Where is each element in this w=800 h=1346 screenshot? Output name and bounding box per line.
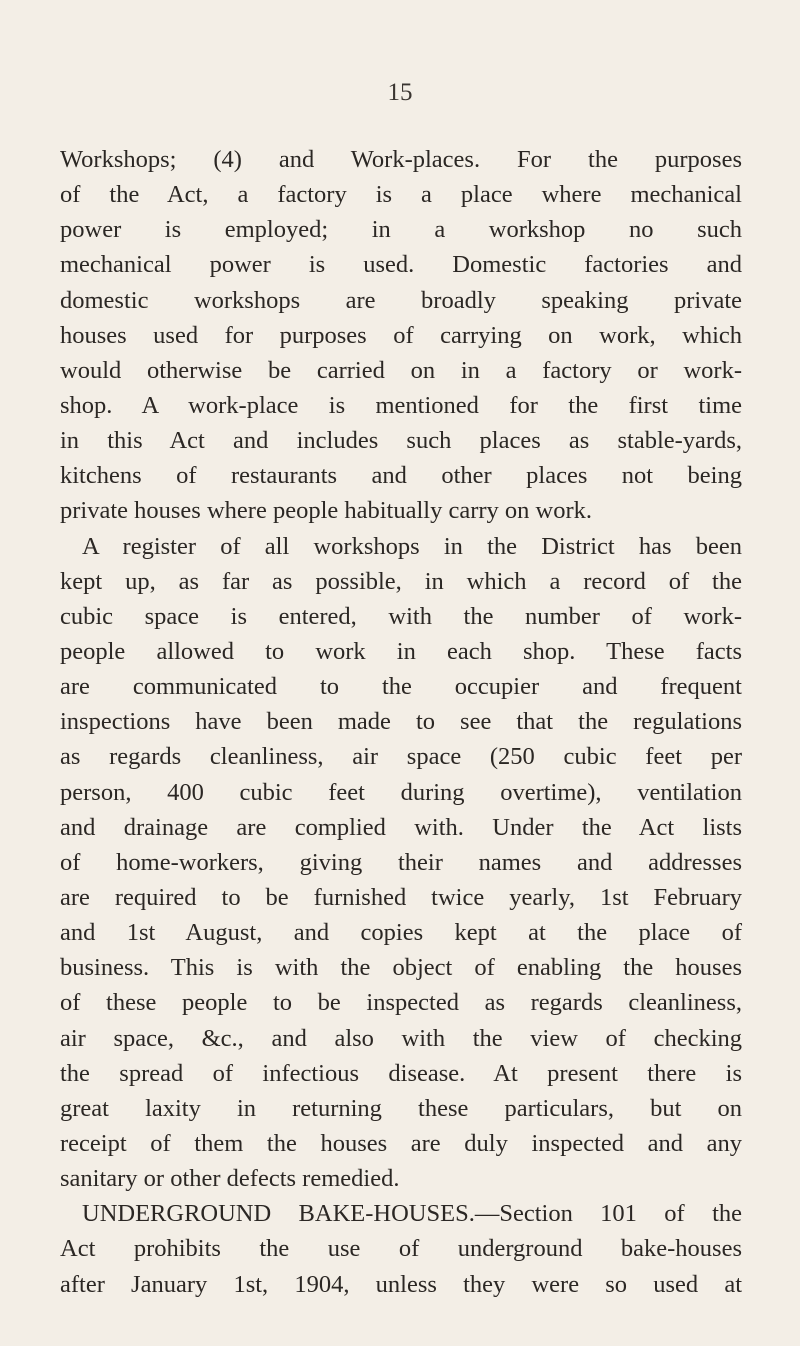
text-line: kept up, as far as possible, in which a record of the: [60, 567, 742, 595]
text-line: air space, &c., and also with the view of checking: [60, 1024, 742, 1052]
text-line: people allowed to work in each shop. These facts: [60, 637, 742, 665]
text-line: power is employed; in a workshop no such: [60, 216, 742, 244]
text-line: receipt of them the houses are duly inspected and any: [60, 1129, 742, 1157]
text-line: as regards cleanliness, air space (250 cubic feet per: [60, 743, 742, 771]
text-line: cubic space is entered, with the number of work-: [60, 602, 742, 630]
text-line: inspections have been made to see that the regulations: [60, 708, 742, 736]
text-line: in this Act and includes such places as stable-yards,: [60, 427, 742, 455]
text-line: would otherwise be carried on in a factory or work-: [60, 356, 742, 384]
text-line: houses used for purposes of carrying on work, which: [60, 321, 742, 349]
text-line: are communicated to the occupier and frequent: [60, 673, 742, 701]
text-line: kitchens of restaurants and other places not being: [60, 462, 742, 490]
text-line: and 1st August, and copies kept at the place of: [60, 919, 742, 947]
text-line: great laxity in returning these particulars, but on: [60, 1094, 742, 1122]
text-line: mechanical power is used. Domestic factories and: [60, 251, 742, 279]
text-line: A register of all workshops in the District has been: [82, 532, 742, 560]
text-line: sanitary or other defects remedied.: [60, 1165, 400, 1193]
text-line: of home-workers, giving their names and addresses: [60, 848, 742, 876]
text-line: of the Act, a factory is a place where mechanical: [60, 181, 742, 209]
text-line: domestic workshops are broadly speaking private: [60, 286, 742, 314]
text-line: UNDERGROUND BAKE-HOUSES.—Section 101 of the: [82, 1200, 742, 1228]
text-line: and drainage are complied with. Under the Act lists: [60, 813, 742, 841]
text-line: business. This is with the object of enabling the houses: [60, 954, 742, 982]
body-text: [60, 142, 742, 1302]
text-line: Workshops; (4) and Work-places. For the purposes: [60, 146, 742, 173]
text-line: are required to be furnished twice yearly, 1st February: [60, 883, 742, 911]
text-line: the spread of infectious disease. At present there is: [60, 1059, 742, 1087]
text-line: of these people to be inspected as regards cleanliness,: [60, 989, 742, 1017]
text-line: shop. A work-place is mentioned for the first time: [60, 391, 742, 419]
text-line: private houses where people habitually carry on work.: [60, 497, 593, 525]
text-line: after January 1st, 1904, unless they were so used at: [60, 1270, 742, 1298]
text-line: person, 400 cubic feet during overtime), ventilation: [60, 778, 742, 806]
page-number: 15: [387, 79, 413, 106]
text-line: Act prohibits the use of underground bake-houses: [60, 1235, 742, 1263]
